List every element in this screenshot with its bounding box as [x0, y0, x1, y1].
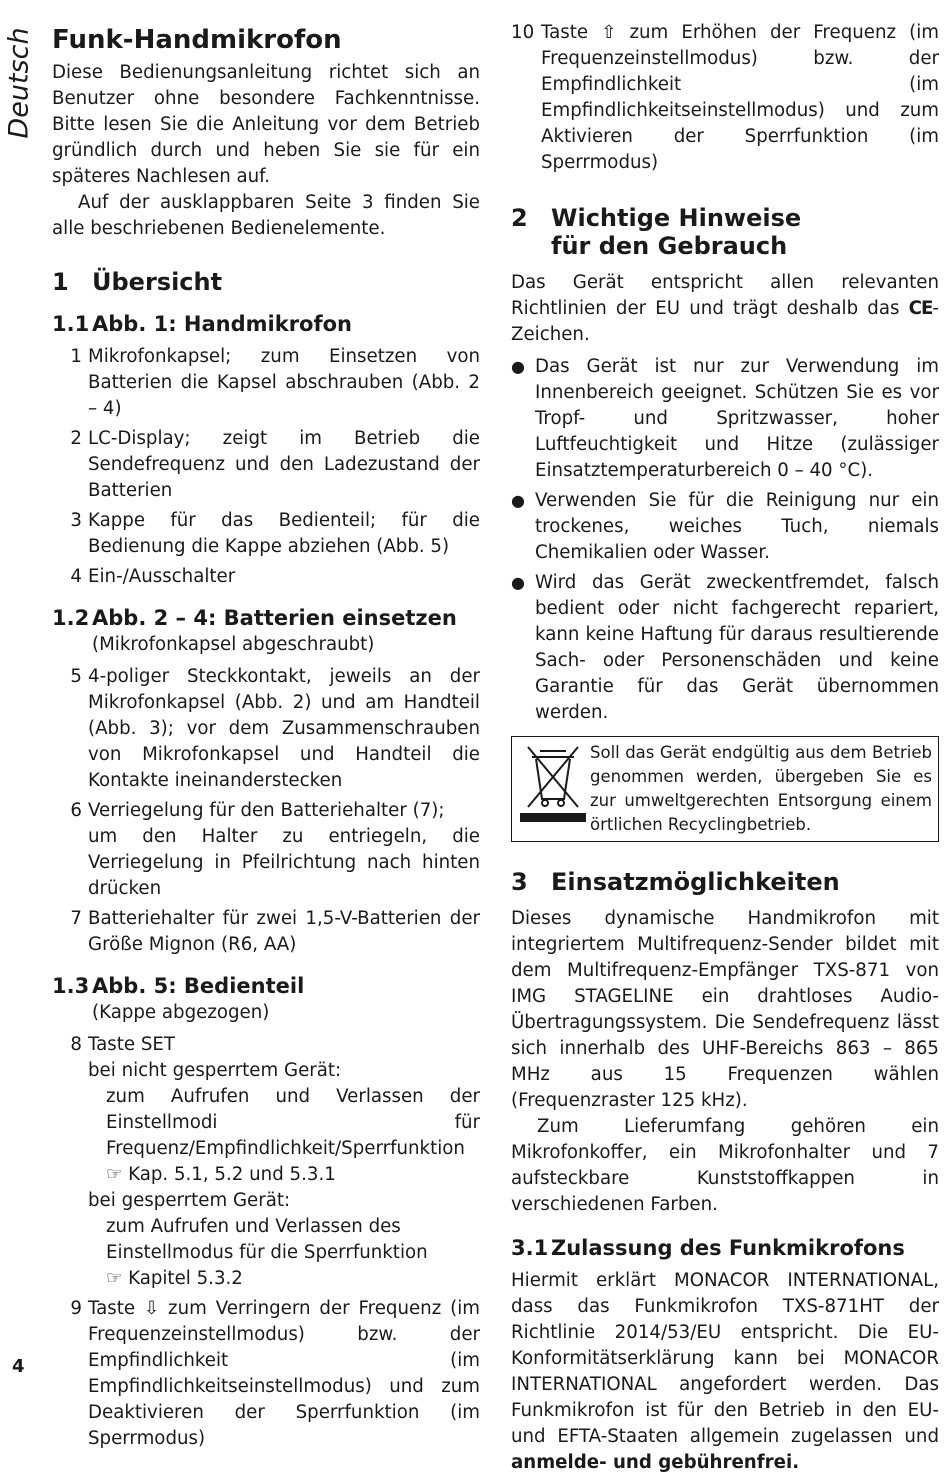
- bullet-icon: ●: [511, 573, 525, 592]
- section-number: 1: [52, 268, 69, 296]
- bullet-text: Wird das Gerät zweckentfremdet, falsch bedient oder nicht fachgerecht repariert, kann keine Haftung für daraus resultierende Sach- oder Personenschäden und keine Garantie für das Gerät übernommen werden.: [535, 572, 939, 723]
- language-label: Deutsch: [3, 27, 35, 139]
- item-number: 1: [70, 346, 82, 367]
- section-3-paragraph-2: Zum Lieferumfang gehören ein Mikrofonkoffer, ein Mikrofonhalter und 7 aufsteckbare Kunststoffkappen in verschiedenen Farben.: [511, 1116, 939, 1215]
- item-subhead: bei gesperrtem Gerät:: [88, 1190, 291, 1211]
- section-title-line: Wichtige Hinweise: [551, 204, 802, 232]
- section-3-1-paragraph: [511, 1268, 939, 1476]
- intro-text-end: -Zeichen.: [511, 298, 939, 345]
- item-reference: ☞ Kapitel 5.3.2: [106, 1268, 243, 1289]
- item-subtext: zum Aufrufen und Verlassen der Einstellmodi für Frequenz/Empfindlichkeit/Sperrfunktion ☞ Kap. 5.1, 5.2 und 5.3.1: [106, 1086, 480, 1185]
- bullet-icon: ●: [511, 491, 525, 510]
- section-number: 2: [511, 204, 528, 232]
- section-3-heading: [511, 868, 939, 896]
- item-text: Mikrofonkapsel; zum Einsetzen von Batterien die Kapsel abschrauben (Abb. 2 – 4): [88, 346, 480, 419]
- section-1-2-heading: [52, 604, 480, 632]
- subsection-title: Zulassung des Funkmikrofons: [551, 1236, 905, 1260]
- intro-text: Das Gerät entspricht allen relevanten Richtlinien der EU und trägt deshalb das: [511, 272, 939, 319]
- item-text: 4-poliger Steckkontakt, jeweils an der Mikrofonkapsel (Abb. 2) und am Handteil (Abb. 3); vor dem Zusammenschrauben von Mikrofonkapsel und Handteil die Kontakte ineinanderstecken: [88, 666, 480, 791]
- ce-mark: CE: [908, 298, 933, 319]
- section-1-1-heading: [52, 310, 480, 338]
- left-column: [52, 20, 480, 1456]
- disposal-notice: [511, 736, 939, 842]
- section-3-paragraph-1: Dieses dynamische Handmikrofon mit integriertem Multifrequenz-Sender bildet mit dem Multifrequenz-Empfänger TXS-871 von IMG STAGELINE ein drahtloses Audio-Übertragungssystem. Die Sendefrequenz lässt sich innerhalb des UHF-Bereichs 863 – 865 MHz aus 15 Frequenzen wählen (Frequenzraster 125 kHz).: [511, 908, 939, 1111]
- section-number: 3: [511, 868, 528, 896]
- section-2-intro: [511, 270, 939, 348]
- list-item: [52, 906, 480, 958]
- item-text: Batteriehalter für zwei 1,5-V-Batterien der Größe Mignon (R6, AA): [88, 908, 480, 955]
- intro-paragraph-1: Diese Bedienungsanleitung richtet sich an Benutzer ohne besondere Fachkenntnisse. Bitte lesen Sie die Anleitung vor dem Betrieb gründlich durch und heben Sie sie für ein späteres Nachlesen auf.: [52, 62, 480, 187]
- right-column: [511, 20, 939, 1476]
- item-number: 10: [511, 22, 535, 43]
- bullet-text: Das Gerät ist nur zur Verwendung im Innenbereich geeignet. Schützen Sie es vor Tropf- und Spritzwasser, hoher Luftfeuchtigkeit und Hitze (zulässiger Einsatztemperaturbereich 0 – 40 °C).: [535, 356, 939, 481]
- item-number: 2: [70, 428, 82, 449]
- paragraph-bold-text: anmelde- und gebührenfrei.: [511, 1452, 800, 1473]
- item-subtext: zum Aufrufen und Verlassen des Einstellmodus für die Sperrfunktion: [106, 1216, 428, 1263]
- section-title: Übersicht: [92, 268, 223, 296]
- bullet-text: Verwenden Sie für die Reinigung nur ein trockenes, weiches Tuch, niemals Chemikalien oder Wasser.: [535, 490, 939, 563]
- list-item: [52, 564, 480, 590]
- paragraph-text: Hiermit erklärt MONACOR INTERNATIONAL, dass das Funkmikrofon TXS-871HT der Richtlinie 2014/53/EU entspricht. Die EU-Konformitätserklärung kann bei MONACOR INTERNATIONAL angefordert werden. Das Funkmikrofon ist für den Betrieb in den EU- und EFTA-Staaten allgemein zugelassen und: [511, 1270, 939, 1447]
- subsection-number: 1.2: [52, 606, 90, 630]
- item-text: [82, 1032, 480, 1292]
- subsection-number: 3.1: [511, 1236, 549, 1260]
- item-text: Taste ⇩ zum Verringern der Frequenz (im Frequenzeinstellmodus) bzw. der Empfindlichkeit (im Empfindlichkeitseinstellmodus) und zum Deaktivieren der Sperrfunktion (im Sperrmodus): [88, 1298, 480, 1449]
- subsection-title: Abb. 5: Bedienteil: [92, 974, 305, 998]
- item-text: Kappe für das Bedienteil; für die Bedienung die Kappe abziehen (Abb. 5): [88, 510, 480, 557]
- section-title-line: für den Gebrauch: [551, 232, 788, 260]
- page-number: 4: [12, 1356, 25, 1377]
- item-label: Taste SET: [88, 1034, 175, 1055]
- list-item: [511, 20, 939, 176]
- notice-text: Soll das Gerät endgültig aus dem Betrieb genommen werden, übergeben Sie es zur umweltgerechten Entsorgung einem örtlichen Recyclingbetrieb.: [590, 743, 932, 834]
- list-item: [52, 798, 480, 902]
- bullet-item: [511, 488, 939, 566]
- bullet-item: [511, 354, 939, 484]
- item-text: Taste ⇧ zum Erhöhen der Frequenz (im Frequenzeinstellmodus) bzw. der Empfindlichkeit (im Empfindlichkeitseinstellmodus) und zum Aktivieren der Sperrfunktion (im Sperrmodus): [541, 22, 939, 173]
- item-number: 4: [70, 566, 82, 587]
- item-text: Ein-/Ausschalter: [88, 566, 236, 587]
- section-title: [551, 204, 801, 260]
- item-number: 8: [70, 1034, 82, 1055]
- list-item: [52, 1032, 480, 1292]
- item-number: 3: [70, 510, 82, 531]
- subsection-number: 1.1: [52, 312, 90, 336]
- section-1-3-heading: [52, 972, 480, 1000]
- subsection-number: 1.3: [52, 974, 90, 998]
- list-item: [52, 508, 480, 560]
- subsection-title: Abb. 2 – 4: Batterien einsetzen: [92, 606, 457, 630]
- list-item: [52, 344, 480, 422]
- item-text: [82, 798, 480, 902]
- section-title: Einsatzmöglichkeiten: [551, 868, 840, 896]
- section-3-1-heading: [511, 1234, 939, 1262]
- bullet-icon: ●: [511, 357, 525, 376]
- bullet-item: [511, 570, 939, 726]
- crossed-out-bin-icon: [518, 741, 590, 837]
- list-item: [52, 1296, 480, 1452]
- subsection-title: Abb. 1: Handmikrofon: [92, 312, 352, 336]
- item-text: LC-Display; zeigt im Betrieb die Sendefrequenz und den Ladezustand der Batterien: [88, 428, 480, 501]
- item-number: 7: [70, 908, 82, 929]
- item-line: Verriegelung für den Batteriehalter (7);: [88, 800, 445, 821]
- list-item: [52, 664, 480, 794]
- subsection-subtitle: (Mikrofonkapsel abgeschraubt): [92, 634, 375, 655]
- subsection-subtitle: (Kappe abgezogen): [92, 1002, 270, 1023]
- language-tab: [2, 28, 36, 138]
- section-2-heading: [511, 204, 939, 260]
- item-line: um den Halter zu entriegeln, die Verriegelung in Pfeilrichtung nach hinten drücken: [88, 826, 480, 899]
- intro-paragraph-2: Auf der ausklappbaren Seite 3 finden Sie alle beschriebenen Bedienelemente.: [52, 192, 480, 239]
- item-number: 5: [70, 666, 82, 687]
- item-subhead: bei nicht gesperrtem Gerät:: [88, 1060, 342, 1081]
- list-item: [52, 426, 480, 504]
- page-title: Funk-Handmikrofon: [52, 25, 342, 55]
- section-1-heading: [52, 268, 480, 296]
- item-number: 6: [70, 800, 82, 821]
- item-number: 9: [70, 1298, 82, 1319]
